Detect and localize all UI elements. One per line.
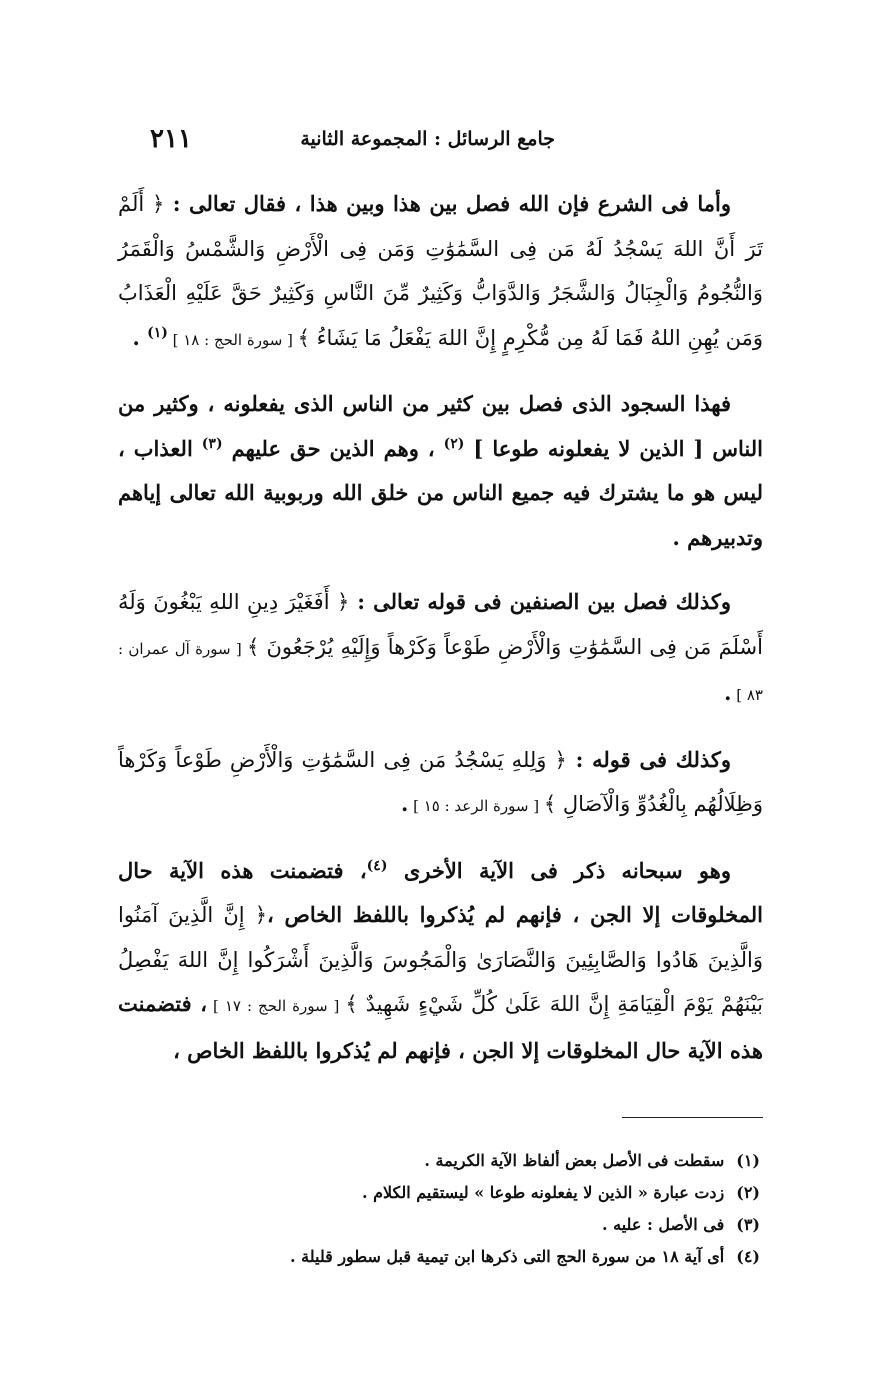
main-text [118,182,763,1093]
text-run: ، فتضمنت هذه الآية حال المخلوقات إلا الجن ، فإنهم لم يُذكروا باللفظ الخاص ، [118,857,763,927]
verse-reference: [ سورة الحج : ١٨ ] [167,330,298,349]
footnote-marker: (٢) [443,435,465,452]
footnote-4 [200,1241,760,1273]
quran-verse: ﴿ وَلِلهِ يَسْجُدُ مَن فِى السَّمَٰوَٰتِ وَالْأَرْضِ طَوْعاً وَكَرْهاً وَظِلَالُهُم بِالْغُدُوِّ وَالْآصَالِ ﴾ [118,747,763,816]
quran-verse: ﴿ أَفَغَيْرَ دِينِ اللهِ يَبْغُونَ وَلَهُ أَسْلَمَ مَن فِى السَّمَٰوَٰتِ وَالْأَرْضِ طَوْعاً وَكَرْهاً وَإِلَيْهِ يُرْجَعُونَ ﴾ [118,590,763,659]
verse-reference: [ سورة آل عمران : ٨٣ ] [118,639,763,704]
footnote-text: فى الأصل : عليه . [601,1215,725,1234]
text-run: . [401,791,409,816]
quran-verse: ﴿ أَلَمْ تَرَ أَنَّ اللهَ يَسْجُدُ لَهُ مَن فِى السَّمَٰوَٰتِ وَمَن فِى الْأَرْضِ وَالشَّمْسُ وَالْقَمَرُ وَالنُّجُومُ وَالْجِبَالُ وَالشَّجَرُ وَالدَّوَابُّ وَكَثِيرٌ مِّنَ النَّاسِ وَكَثِيرٌ حَقَّ عَلَيْهِ الْعَذَابُ وَمَن يُهِنِ اللهُ فَمَا لَهُ مِن مُّكْرِمٍ إِنَّ اللهَ يَفْعَلُ مَا يَشَاءُ ﴾ [118,192,763,350]
text-run: . [132,324,148,350]
quran-verse: ﴿ إِنَّ الَّذِينَ آمَنُوا وَالَّذِينَ هَادُوا وَالصَّابِئِينَ وَالنَّصَارَىٰ وَالْمَجُوسَ وَالَّذِينَ أَشْرَكُوا إِنَّ اللهَ يَفْصِلُ بَيْنَهُمْ يَوْمَ الْقِيَامَةِ إِنَّ اللهَ عَلَىٰ كُلِّ شَيْءٍ شَهِيدٌ ﴾ [118,903,764,1016]
text-run: وكذلك فصل بين الصنفين فى قوله تعالى : [349,589,731,614]
text-run: العذاب ، ليس هو ما يشترك فيه جميع الناس من خلق الله وربوبية الله تعالى إياهم وتدبيرهم . [118,435,763,550]
footnote-1 [200,1145,760,1177]
verse-reference: [ سورة الحج : ١٧ ] [207,997,346,1015]
footnote-number: (٣) [736,1215,760,1234]
paragraph-3 [118,580,763,718]
text-run: . [724,680,732,705]
footnote-text: زدت عبارة « الذين لا يفعلونه طوعا » ليستقيم الكلام . [361,1183,725,1202]
footnote-2 [200,1177,760,1209]
footnote-marker: (١) [147,324,168,341]
text-run: ، وهم الذين حق عليهم [222,435,444,461]
footnote-marker: (٣) [201,435,223,452]
footnote-number: (٤) [736,1247,760,1266]
verse-reference: [ سورة الرعد : ١٥ ] [408,797,544,815]
page-header [150,124,770,158]
text-run: وهو سبحانه ذكر فى الآية الأخرى [387,857,731,883]
text-run: ، فتضمنت هذه الآية حال المخلوقات إلا الجن ، فإنهم لم يُذكروا باللفظ الخاص ، [118,991,763,1063]
paragraph-4 [118,738,763,829]
footnote-3 [200,1209,760,1241]
footnote-marker: (٤) [366,857,388,874]
paragraph-1 [118,182,763,362]
footnote-number: (١) [736,1151,760,1170]
footnote-number: (٢) [736,1183,760,1202]
running-title: جامع الرسائل : المجموعة الثانية [300,128,555,150]
footnote-separator [622,1117,763,1118]
footnote-text: أى آية ١٨ من سورة الحج التى ذكرها ابن تيمية قبل سطور قليلة . [289,1247,725,1266]
text-run: وأما فى الشرع فإن الله فصل بين هذا وبين هذا ، فقال تعالى : [164,191,731,216]
footnotes [200,1145,760,1273]
page-number: ٢١١ [150,124,192,154]
footnote-text: سقطت فى الأصل بعض ألفاظ الآية الكريمة . [424,1151,725,1170]
paragraph-2 [118,382,763,560]
text-run: وكذلك فى قوله : [566,746,732,772]
paragraph-5 [118,849,763,1074]
text-run: فهذا السجود الذى فصل بين كثير من الناس الذى يفعلونه ، وكثير من الناس [ الذين لا يفعلونه طوعا ] [118,391,763,461]
